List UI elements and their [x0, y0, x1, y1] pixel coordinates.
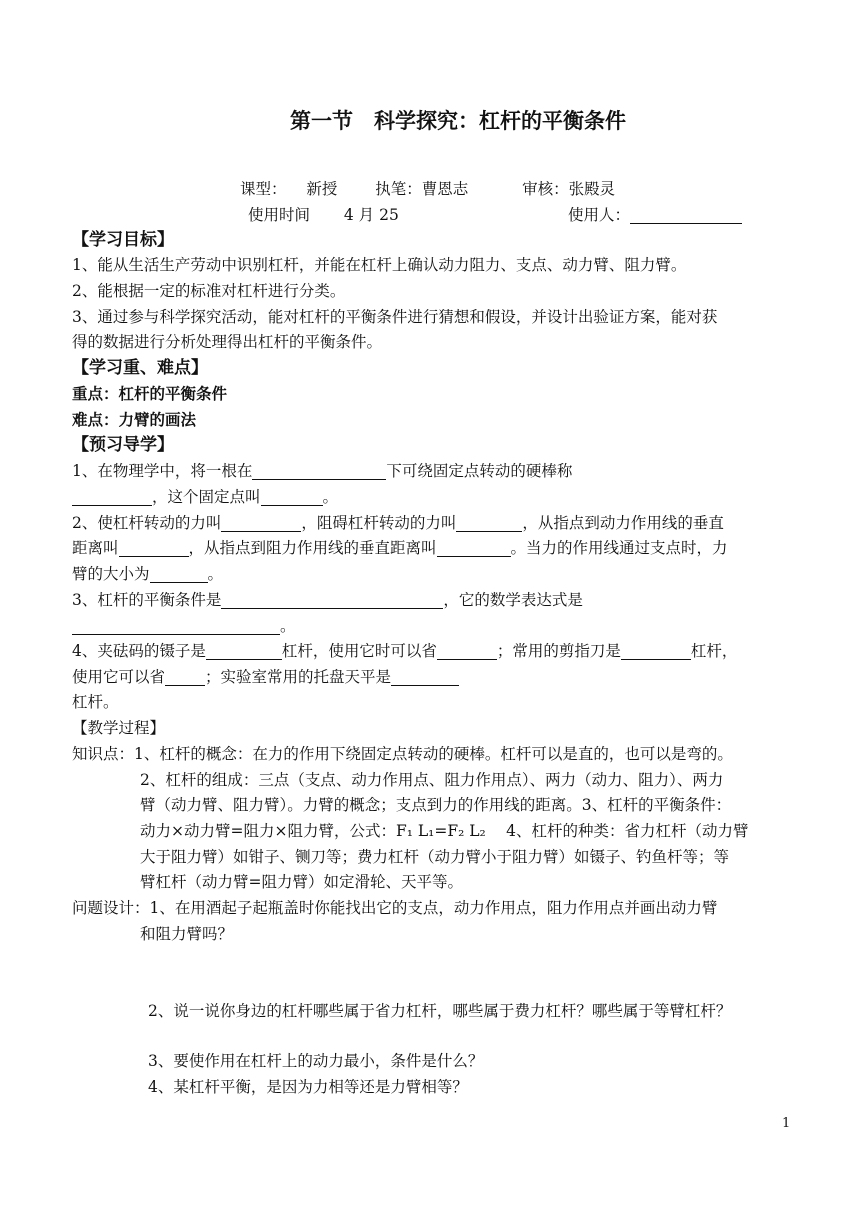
preview-heading: 【预习导学】 — [72, 435, 174, 455]
difficulty-point: 难点：力臂的画法 — [72, 410, 197, 429]
q4-text-f: ；实验室常用的托盘天平是 — [205, 668, 392, 686]
objective-item-2: 2、能根据一定的标准对杠杆进行分类。 — [72, 282, 346, 300]
preview-q4-line2 — [72, 666, 459, 688]
q2-text-h: 。 — [207, 565, 224, 583]
type-label: 课型： — [240, 180, 287, 198]
preview-q4-line3: 杠杆。 — [72, 693, 119, 711]
q3-blank-1[interactable] — [221, 591, 443, 609]
preview-q4-line1 — [72, 640, 737, 662]
q4-text-b: 杠杆，使用它时可以省 — [281, 642, 437, 660]
time-label: 使用时间 — [248, 206, 311, 224]
preview-q1-line1 — [72, 460, 572, 482]
q2-text-a: 2、使杠杆转动的力叫 — [72, 514, 222, 532]
type-value: 新授 — [306, 180, 338, 198]
preview-q3-line1 — [72, 589, 583, 611]
knowledge-line-1: 知识点：1、杠杆的概念：在力的作用下绕固定点转动的硬棒。杠杆可以是直的，也可以是弯的。 — [72, 745, 733, 763]
q3-text-a: 3、杠杆的平衡条件是 — [72, 591, 222, 609]
question-3: 3、要使作用在杠杆上的动力最小，条件是什么？ — [148, 1052, 484, 1070]
preview-q2-line2 — [72, 537, 728, 559]
preview-q2-line3 — [72, 563, 223, 585]
meta-row-1 — [240, 178, 615, 200]
user-field — [568, 204, 742, 226]
q1-blank-2[interactable] — [72, 488, 152, 506]
q2-text-b: ，阻碍杠杆转动的力叫 — [301, 514, 457, 532]
objective-item-1: 1、能从生活生产劳动中识别杠杆，并能在杠杆上确认动力阻力、支点、动力臂、阻力臂。 — [72, 256, 687, 274]
knowledge-line-6: 臂杠杆（动力臂=阻力臂）如定滑轮、天平等。 — [140, 873, 463, 891]
q4-blank-4[interactable] — [165, 668, 205, 686]
objective-item-3: 3、通过参与科学探究活动，能对杠杆的平衡条件进行猜想和假设，并设计出验证方案，能对获 — [72, 308, 718, 326]
q4-text-c: ；常用的剪指刀是 — [496, 642, 621, 660]
q1-blank-3[interactable] — [261, 488, 323, 506]
q2-blank-5[interactable] — [150, 565, 208, 583]
q4-text-a: 4、夹砝码的镊子是 — [72, 642, 206, 660]
q4-blank-1[interactable] — [206, 642, 282, 660]
q1-text-d: 。 — [322, 488, 339, 506]
question-1-cont: 和阻力臂吗？ — [140, 925, 234, 943]
q4-blank-2[interactable] — [437, 642, 497, 660]
question-2: 2、说一说你身边的杠杆哪些属于省力杠杆，哪些属于费力杠杆？哪些属于等臂杠杆？ — [148, 1002, 732, 1020]
q3-text-b: ，它的数学表达式是 — [443, 591, 583, 609]
knowledge-line-4: 动力×动力臂=阻力×阻力臂，公式：F₁ L₁=F₂ L₂ 4、杠杆的种类：省力杠杆（动力臂 — [140, 822, 749, 840]
q3-blank-2[interactable] — [72, 617, 280, 635]
q2-blank-1[interactable] — [221, 514, 301, 532]
q3-text-c: 。 — [280, 617, 296, 635]
reviewer-label: 审核：张殿灵 — [522, 180, 616, 198]
q4-text-d: 杠杆， — [690, 642, 738, 660]
q4-blank-5[interactable] — [391, 668, 459, 686]
preview-q2-line1 — [72, 512, 724, 534]
meta-row-2 — [248, 204, 399, 226]
q2-text-c: ，从指点到动力作用线的垂直 — [522, 514, 724, 532]
knowledge-line-3: 臂（动力臂、阻力臂）。力臂的概念；支点到力的作用线的距离。3、杠杆的平衡条件： — [140, 796, 732, 814]
focus-point: 重点：杠杆的平衡条件 — [72, 384, 228, 403]
knowledge-line-5: 大于阻力臂）如钳子、铡刀等；费力杠杆（动力臂小于阻力臂）如镊子、钓鱼杆等；等 — [140, 848, 730, 866]
q1-text-a: 1、在物理学中，将一根在 — [72, 462, 253, 480]
q1-text-c: ，这个固定点叫 — [152, 488, 261, 506]
q2-text-d: 距离叫 — [72, 539, 119, 557]
preview-q3-line2 — [72, 615, 296, 637]
knowledge-line-2: 2、杠杆的组成：三点（支点、动力作用点、阻力作用点）、两力（动力、阻力）、两力 — [140, 771, 724, 789]
user-label: 使用人： — [568, 206, 631, 224]
page-number: 1 — [782, 1116, 791, 1131]
q1-blank-1[interactable] — [252, 462, 386, 480]
q2-blank-3[interactable] — [119, 539, 189, 557]
preview-q1-line2 — [72, 486, 338, 508]
keypoints-heading: 【学习重、难点】 — [72, 358, 208, 378]
q2-text-f: 。当力的作用线通过支点时，力 — [510, 539, 728, 557]
question-1: 问题设计：1、在用酒起子起瓶盖时你能找出它的支点，动力作用点，阻力作用点并画出动力臂 — [72, 899, 718, 917]
objectives-heading: 【学习目标】 — [72, 230, 174, 250]
author-label: 执笔：曹恩志 — [375, 180, 469, 198]
q1-text-b: 下可绕固定点转动的硬棒称 — [386, 462, 573, 480]
q2-text-g: 臂的大小为 — [72, 565, 150, 583]
process-heading: 【教学过程】 — [72, 719, 166, 737]
q2-text-e: ，从指点到阻力作用线的垂直距离叫 — [188, 539, 437, 557]
q4-blank-3[interactable] — [621, 642, 691, 660]
page-title: 第一节 科学探究：杠杆的平衡条件 — [290, 108, 626, 133]
user-blank[interactable] — [630, 206, 742, 224]
time-value: 4 月 25 — [343, 206, 399, 224]
q2-blank-2[interactable] — [456, 514, 522, 532]
q2-blank-4[interactable] — [437, 539, 511, 557]
question-4: 4、某杠杆平衡，是因为力相等还是力臂相等？ — [148, 1078, 468, 1096]
q4-text-e: 使用它可以省 — [72, 668, 166, 686]
objective-item-3-cont: 得的数据进行分析处理得出杠杆的平衡条件。 — [72, 333, 383, 351]
